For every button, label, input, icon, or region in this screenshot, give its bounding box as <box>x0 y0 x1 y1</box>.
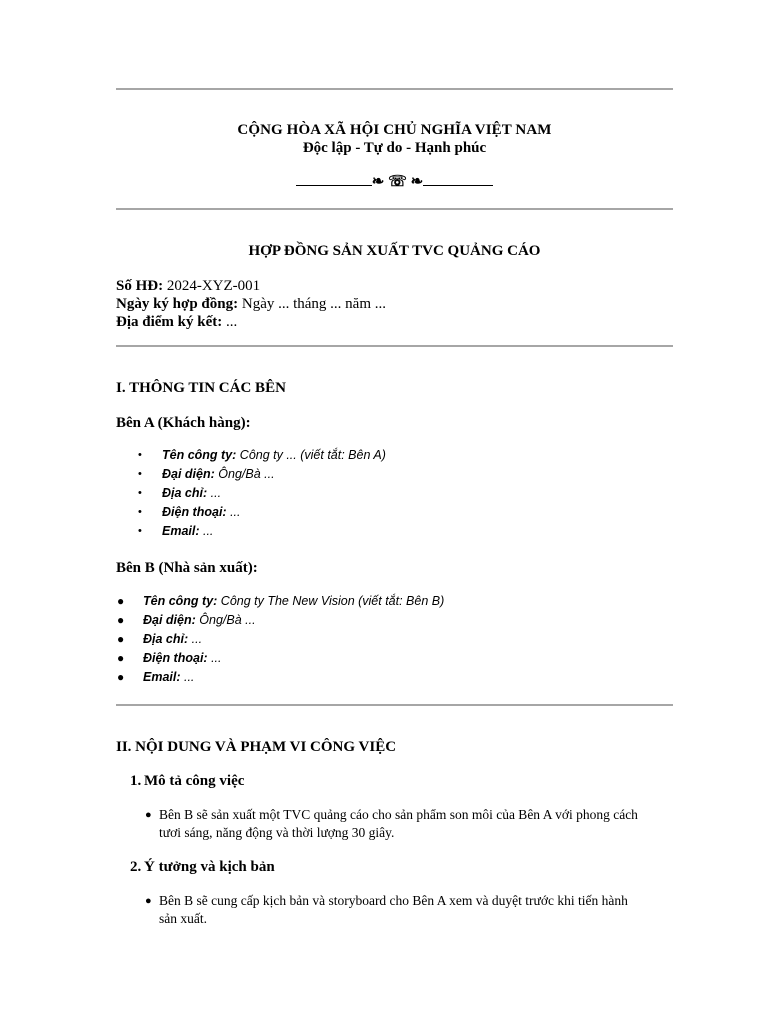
list-item <box>117 611 444 630</box>
bullet-icon: • <box>138 468 142 480</box>
divider-top <box>116 88 673 90</box>
bullet-icon: • <box>138 487 142 499</box>
item-label: Địa chỉ: <box>162 486 208 500</box>
section-2-title: II. NỘI DUNG VÀ PHẠM VI CÔNG VIỆC <box>116 739 397 755</box>
contract-number-value: 2024-XYZ-001 <box>163 278 261 294</box>
bullet-icon: ● <box>117 632 125 646</box>
list-item <box>117 649 444 668</box>
ornament-line <box>116 172 673 191</box>
ornament-right-line <box>423 174 493 186</box>
list-item <box>138 503 386 522</box>
bullet-icon: ● <box>117 651 125 665</box>
item-value: ... <box>188 632 203 646</box>
list-item <box>138 465 386 484</box>
contract-date-label: Ngày ký hợp đồng: <box>116 296 239 312</box>
item-value: Ông/Bà ... <box>214 467 275 481</box>
contract-place-value: ... <box>222 314 238 330</box>
item-label: Địa chỉ: <box>143 632 189 646</box>
contract-meta <box>116 277 673 331</box>
subsection-1-number: 1. <box>130 773 142 789</box>
item-label: Email: <box>162 524 200 538</box>
bullet-icon: ● <box>117 613 125 627</box>
item-label: Điện thoại: <box>162 505 227 519</box>
subsection-2-paragraph <box>145 892 639 928</box>
subsection-2-label: Ý tưởng và kịch bản <box>144 859 275 875</box>
party-b-heading: Bên B (Nhà sản xuất): <box>116 560 258 576</box>
bullet-icon: ● <box>145 895 152 907</box>
item-value: Ông/Bà ... <box>195 613 256 627</box>
item-label: Email: <box>143 670 181 684</box>
contract-date-value: Ngày ... tháng ... năm ... <box>238 296 386 312</box>
party-a-list <box>138 446 386 541</box>
subsection-1-label: Mô tả công việc <box>144 773 245 789</box>
item-value: ... <box>226 505 241 519</box>
contract-place-label: Địa điểm ký kết: <box>116 314 223 330</box>
subsection-1-text: Bên B sẽ sản xuất một TVC quảng cáo cho sản phẩm son môi của Bên A với phong cách tươi sáng, năng động và thời lượng 30 giây. <box>159 807 638 840</box>
bullet-icon: ● <box>117 594 125 608</box>
item-value: ... <box>180 670 195 684</box>
list-item <box>138 484 386 503</box>
contract-number-label: Số HĐ: <box>116 278 164 294</box>
bullet-icon: ● <box>117 670 125 684</box>
list-item <box>138 446 386 465</box>
contract-title: HỢP ĐỒNG SẢN XUẤT TVC QUẢNG CÁO <box>248 243 541 259</box>
item-value: ... <box>207 651 222 665</box>
bullet-icon: ● <box>145 809 152 821</box>
item-value: Công ty The New Vision (viết tắt: Bên B) <box>217 594 445 608</box>
bullet-icon: • <box>138 525 142 537</box>
divider-section-1 <box>116 704 673 706</box>
list-item <box>117 668 444 687</box>
subsection-1-paragraph <box>145 806 639 842</box>
list-item <box>117 630 444 649</box>
subsection-2-text: Bên B sẽ cung cấp kịch bản và storyboard cho Bên A xem và duyệt trước khi tiến hành sản xuất. <box>159 893 628 926</box>
contract-place-row <box>116 313 673 331</box>
contract-number-row <box>116 277 673 295</box>
item-label: Đại diện: <box>143 613 196 627</box>
subsection-1-title <box>130 773 670 790</box>
party-a-heading: Bên A (Khách hàng): <box>116 415 251 431</box>
motto-heading: Độc lập - Tự do - Hạnh phúc <box>302 140 487 156</box>
item-label: Tên công ty: <box>143 594 218 608</box>
item-label: Điện thoại: <box>143 651 208 665</box>
item-label: Tên công ty: <box>162 448 237 462</box>
divider-meta <box>116 345 673 347</box>
ornament-left-line <box>296 174 372 186</box>
item-value: ... <box>199 524 214 538</box>
bullet-icon: • <box>138 506 142 518</box>
bullet-icon: • <box>138 449 142 461</box>
item-label: Đại diện: <box>162 467 215 481</box>
divider-header <box>116 208 673 210</box>
nation-heading: CỘNG HÒA XÃ HỘI CHỦ NGHĨA VIỆT NAM <box>237 122 552 138</box>
contract-date-row <box>116 295 673 313</box>
item-value: ... <box>207 486 222 500</box>
list-item <box>138 522 386 541</box>
section-1-title: I. THÔNG TIN CÁC BÊN <box>116 380 286 396</box>
list-item <box>117 592 445 611</box>
ornament-glyphs: ❧ ☏ ❧ <box>371 174 424 190</box>
item-value: Công ty ... (viết tắt: Bên A) <box>236 448 386 462</box>
subsection-2-number: 2. <box>130 859 142 875</box>
subsection-2-title <box>130 859 670 876</box>
party-b-list <box>117 592 445 687</box>
